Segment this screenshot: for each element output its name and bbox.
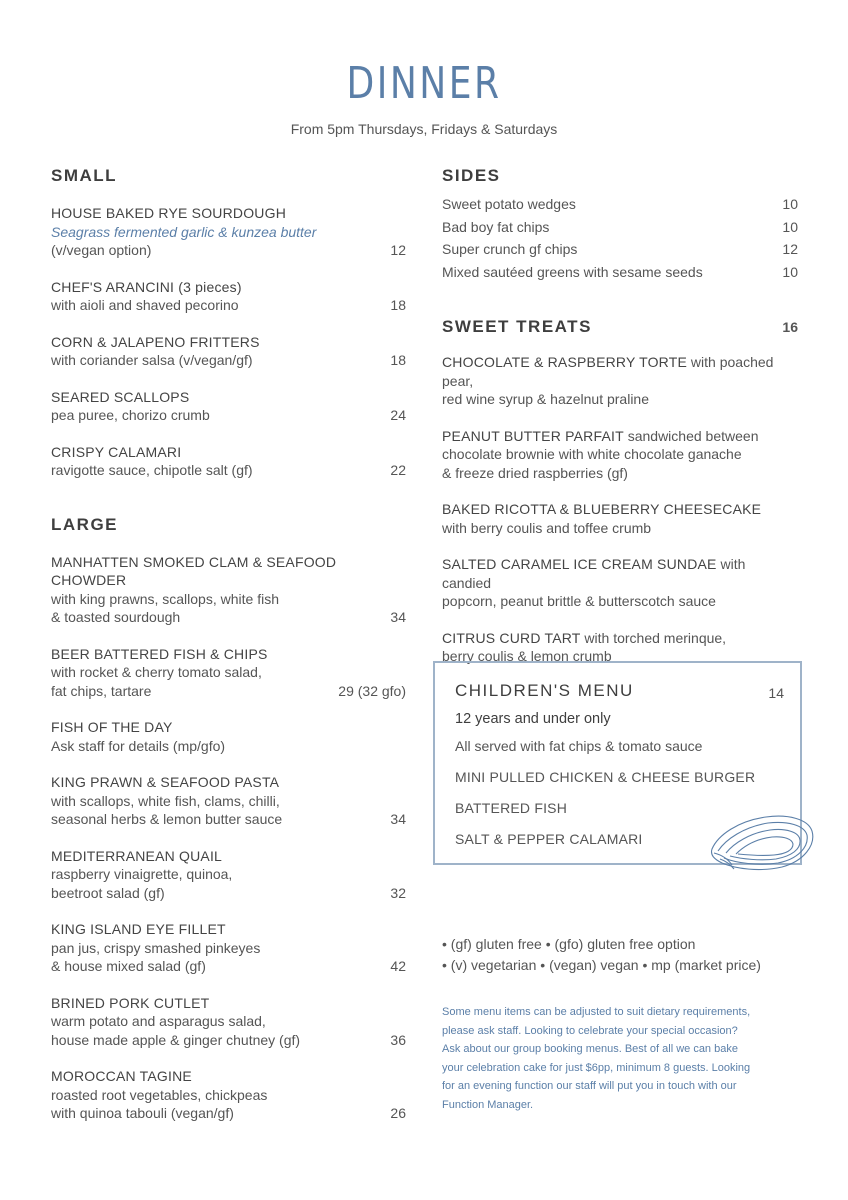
menu-item-name: CHEF'S ARANCINI (3 pieces): [51, 278, 242, 295]
menu-item-line: [51, 1012, 406, 1031]
menu-item-line: [51, 241, 406, 260]
sweet-item-line: [442, 500, 798, 519]
menu-item-line: [51, 957, 406, 976]
menu-item-description: & toasted sourdough: [51, 609, 181, 625]
menu-item-line: [51, 1031, 406, 1050]
menu-item-price: 18: [390, 297, 406, 313]
menu-item-description: with rocket & cherry tomato salad,: [51, 664, 262, 680]
sweet-item-line: [442, 427, 798, 446]
menu-item-line: [51, 865, 406, 884]
sweet-item: [442, 427, 798, 483]
sweet-item-name: BAKED RICOTTA & BLUEBERRY CHEESECAKE: [442, 501, 762, 517]
menu-item-price: 42: [390, 958, 406, 974]
menu-item: [51, 994, 406, 1050]
section-title-sides: [442, 166, 798, 186]
menu-item-name: BEER BATTERED FISH & CHIPS: [51, 645, 268, 662]
menu-item-line: [51, 810, 406, 829]
menu-item-name: KING PRAWN & SEAFOOD PASTA: [51, 774, 280, 790]
legend-line: • (gf) gluten free • (gfo) gluten free option: [442, 936, 696, 952]
sides-item: [442, 216, 798, 239]
section-title-sweet-treats: [442, 317, 798, 337]
menu-item-name: MANHATTEN SMOKED CLAM & SEAFOOD CHOWDER: [51, 553, 337, 588]
menu-item-line: [51, 682, 406, 701]
menu-item-price: 26: [390, 1105, 406, 1121]
menu-item-name: MOROCCAN TAGINE: [51, 1068, 192, 1084]
menu-item-line: [51, 663, 406, 682]
sweet-item-line: [442, 629, 798, 648]
menu-item-price: 32: [390, 884, 406, 901]
menu-item-name: MEDITERRANEAN QUAIL: [51, 847, 223, 864]
menu-item: [51, 204, 406, 260]
sides-item-price: 12: [782, 241, 798, 257]
menu-item-line: [51, 884, 406, 903]
menu-item-price: 22: [390, 462, 406, 478]
childrens-menu-subtitle: 12 years and under only: [455, 711, 611, 727]
menu-item: [51, 388, 406, 425]
menu-item-line: [51, 296, 406, 315]
right-column: [442, 166, 798, 666]
sweet-item-rest: with candied: [442, 556, 746, 591]
menu-item: [51, 443, 406, 480]
sweet-item: [442, 353, 798, 409]
oyster-shell-icon: [708, 809, 818, 873]
sides-item-name: Mixed sautéed greens with sesame seeds: [442, 263, 703, 280]
menu-item-line: [51, 406, 406, 425]
menu-item-description: pea puree, chorizo crumb: [51, 407, 210, 423]
menu-item-price: 29 (32 gfo): [338, 682, 406, 699]
section-title-large: [51, 515, 406, 535]
sweet-item-rest: sandwiched between: [623, 427, 759, 444]
menu-item-description: pan jus, crispy smashed pinkeyes: [51, 939, 261, 956]
sweet-item: [442, 555, 798, 611]
menu-item: [51, 278, 406, 315]
sides-item-price: 10: [782, 196, 798, 212]
sides-title-text: SIDES: [442, 166, 501, 185]
menu-item-price: 34: [390, 609, 406, 625]
sides-item-name: Sweet potato wedges: [442, 196, 576, 212]
menu-item-description: seasonal herbs & lemon butter sauce: [51, 811, 283, 827]
childrens-menu-title: CHILDREN'S MENU: [455, 681, 634, 700]
childrens-menu-box: [433, 661, 802, 865]
menu-item: [51, 847, 406, 903]
page-title: DINNER: [346, 58, 502, 109]
large-title-text: LARGE: [51, 514, 118, 534]
menu-item-description: with scallops, white fish, clams, chilli,: [51, 792, 280, 809]
sweet-menu-list: [442, 353, 798, 666]
section-title-small: [51, 166, 406, 186]
menu-item-description: ravigotte sauce, chipotle salt (gf): [51, 462, 253, 478]
sweet-item-line: [442, 555, 798, 592]
menu-item-description: with coriander salsa (v/vegan/gf): [51, 352, 253, 368]
menu-item: [51, 645, 406, 701]
menu-item-description: fat chips, tartare: [51, 682, 152, 699]
sweet-item-description: popcorn, peanut brittle & butterscotch sauce: [442, 593, 716, 609]
menu-item-line: [51, 939, 406, 958]
childrens-menu-price: 14: [768, 685, 784, 701]
menu-item-name: KING ISLAND EYE FILLET: [51, 921, 226, 937]
menu-item-name: CORN & JALAPENO FRITTERS: [51, 333, 260, 350]
sweet-item-rest: with poached pear,: [442, 354, 774, 389]
menu-item-price: 12: [390, 242, 406, 258]
sides-item: [442, 193, 798, 216]
legend-line: • (v) vegetarian • (vegan) vegan • mp (market price): [442, 957, 761, 973]
sweet-item-name: CITRUS CURD TART: [442, 629, 581, 646]
dietary-notice: [442, 1003, 792, 1114]
menu-item-line: [51, 461, 406, 480]
menu-item-description: raspberry vinaigrette, quinoa,: [51, 866, 233, 882]
childrens-menu-note: All served with fat chips & tomato sauce: [455, 738, 703, 754]
sweet-title-text: SWEET TREATS: [442, 317, 592, 336]
page-subtitle: From 5pm Thursdays, Fridays & Saturdays: [290, 121, 558, 137]
menu-item-line: [51, 737, 406, 756]
menu-item-description: house made apple & ginger chutney (gf): [51, 1031, 301, 1048]
menu-item: [51, 718, 406, 755]
menu-item-description: warm potato and asparagus salad,: [51, 1013, 266, 1029]
sweet-item-rest: with torched merinque,: [580, 629, 727, 646]
menu-item-name: CRISPY CALAMARI: [51, 443, 182, 460]
menu-item-note: Seagrass fermented garlic & kunzea butter: [51, 223, 317, 240]
sweet-price: 16: [782, 319, 798, 335]
sides-item: [442, 238, 798, 261]
sweet-item: [442, 629, 798, 666]
menu-item: [51, 920, 406, 976]
small-title-text: SMALL: [51, 166, 118, 185]
menu-item-price: 24: [390, 407, 406, 423]
sides-item-name: Super crunch gf chips: [442, 241, 578, 257]
sides-item-price: 10: [782, 218, 798, 235]
sweet-item-name: PEANUT BUTTER PARFAIT: [442, 427, 624, 444]
menu-item-description: (v/vegan option): [51, 242, 152, 258]
menu-item-description: with quinoa tabouli (vegan/gf): [51, 1105, 234, 1121]
menu-item-price: 36: [390, 1031, 406, 1048]
menu-item-price: 34: [390, 811, 406, 827]
small-menu-list: [51, 204, 406, 480]
sides-item-price: 10: [782, 263, 798, 280]
menu-item-name: BRINED PORK CUTLET: [51, 994, 210, 1011]
menu-item: [51, 1067, 406, 1123]
menu-item-line: [51, 792, 406, 811]
menu-item-description: & house mixed salad (gf): [51, 958, 206, 974]
sweet-item-line: [442, 353, 798, 390]
large-menu-list: [51, 553, 406, 1123]
menu-item-line: [51, 590, 406, 609]
sweet-item-description: & freeze dried raspberries (gf): [442, 464, 628, 481]
menu-item-line: [51, 1086, 406, 1105]
menu-item: [51, 333, 406, 370]
dietary-legend: [442, 934, 761, 976]
sides-menu-list: [442, 193, 798, 283]
sweet-item: [442, 500, 798, 537]
menu-item-description: with king prawns, scallops, white fish: [51, 590, 279, 607]
menu-item-line: [51, 608, 406, 627]
sweet-item-description: berry coulis & lemon crumb: [442, 648, 612, 664]
left-column: [51, 166, 406, 1123]
notice-line: your celebration cake for just $6pp, minimum 8 guests. Looking: [442, 1061, 751, 1074]
menu-item-name: HOUSE BAKED RYE SOURDOUGH: [51, 205, 287, 221]
childrens-menu-item: BATTERED FISH: [455, 800, 568, 816]
menu-item-description: roasted root vegetables, chickpeas: [51, 1086, 268, 1103]
sides-item: [442, 261, 798, 284]
sides-item-name: Bad boy fat chips: [442, 218, 550, 235]
menu-item-name: FISH OF THE DAY: [51, 719, 173, 735]
menu-item: [51, 773, 406, 829]
sweet-item-description: with berry coulis and toffee crumb: [442, 519, 652, 536]
menu-item-line: [51, 351, 406, 370]
menu-item-price: [398, 737, 406, 756]
menu-item-description: with aioli and shaved pecorino: [51, 297, 239, 313]
notice-line: for an evening function our staff will put you in touch with our: [442, 1080, 737, 1092]
notice-line: please ask staff. Looking to celebrate your special occasion?: [442, 1024, 738, 1037]
notice-line: Some menu items can be adjusted to suit dietary requirements,: [442, 1006, 751, 1018]
menu-item-line: [51, 1104, 406, 1123]
notice-line: Ask about our group booking menus. Best of all we can bake: [442, 1043, 738, 1055]
notice-line: Function Manager.: [442, 1098, 534, 1111]
menu-item-price: 18: [390, 352, 406, 368]
menu-item-name: SEARED SCALLOPS: [51, 388, 190, 405]
sweet-item-description: red wine syrup & hazelnut praline: [442, 391, 650, 407]
sweet-item-name: SALTED CARAMEL ICE CREAM SUNDAE: [442, 556, 717, 572]
sweet-item-description: chocolate brownie with white chocolate ganache: [442, 446, 742, 462]
menu-item-description: beetroot salad (gf): [51, 884, 165, 901]
childrens-menu-item: SALT & PEPPER CALAMARI: [455, 831, 643, 847]
childrens-menu-item: MINI PULLED CHICKEN & CHEESE BURGER: [455, 769, 756, 785]
menu-item: [51, 553, 406, 627]
sweet-item-name: CHOCOLATE & RASPBERRY TORTE: [442, 354, 688, 370]
menu-item-description: Ask staff for details (mp/gfo): [51, 737, 226, 754]
